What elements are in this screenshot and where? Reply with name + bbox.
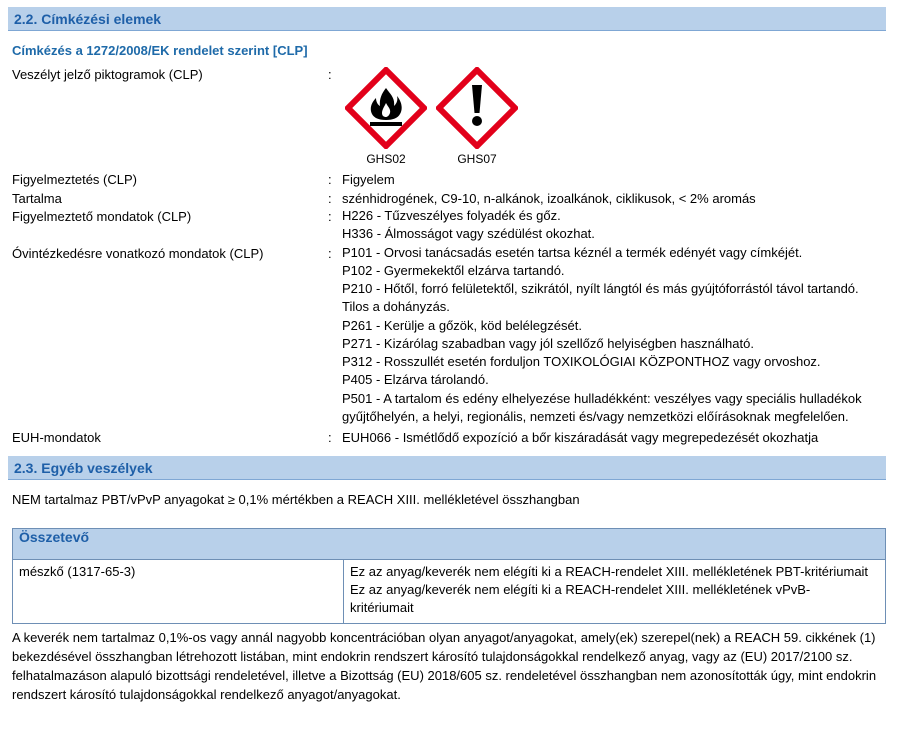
criteria-cell xyxy=(344,560,886,624)
euh-label: EUH-mondatok xyxy=(12,430,101,445)
ghs07-exclamation-icon xyxy=(436,67,518,152)
contains-value: szénhidrogének, C9-10, n-alkánok, izoalkánok, ciklikusok, < 2% aromás xyxy=(342,191,756,206)
contains-label: Tartalma xyxy=(12,191,62,206)
section-title: 2.2. Címkézési elemek xyxy=(14,11,162,27)
colon: : xyxy=(328,430,332,445)
pictograms-label: Veszélyt jelző piktogramok (CLP) xyxy=(12,67,203,82)
colon: : xyxy=(328,191,332,206)
section-header-2-3 xyxy=(8,456,886,480)
section-title: 2.3. Egyéb veszélyek xyxy=(14,460,153,476)
pbt-criteria-text: Ez az anyag/keverék nem elégíti ki a REACH-rendelet XIII. mellékletének PBT-kritériumait xyxy=(350,564,869,579)
ghs07-label: GHS07 xyxy=(457,152,497,166)
precautionary-statement: gyűjtőhelyén, a helyi, regionális, nemzeti és/vagy nemzetközi előírásoknak megfelelően. xyxy=(342,409,849,424)
hazard-statement: H226 - Tűzveszélyes folyadék és gőz. xyxy=(342,208,561,223)
composition-header: Összetevő xyxy=(13,529,886,560)
euh-value: EUH066 - Ismétlődő expozíció a bőr kiszáradását vagy megrepedezését okozhatja xyxy=(342,430,819,445)
precautionary-statement: P101 - Orvosi tanácsadás esetén tartsa kéznél a termék edényét vagy címkéjét. xyxy=(342,245,803,260)
section-header-2-2 xyxy=(8,7,886,31)
substance-cell: mészkő (1317-65-3) xyxy=(13,560,344,624)
precaution-label: Óvintézkedésre vonatkozó mondatok (CLP) xyxy=(12,246,264,261)
composition-table xyxy=(12,528,886,624)
precautionary-statement: P210 - Hőtől, forró felületektől, szikrától, nyílt lángtól és más gyújtóforrástól távol tartandó. xyxy=(342,281,859,296)
signal-word-value: Figyelem xyxy=(342,172,395,187)
colon: : xyxy=(328,209,332,224)
signal-word-label: Figyelmeztetés (CLP) xyxy=(12,172,137,187)
precautionary-statement: P102 - Gyermekektől elzárva tartandó. xyxy=(342,263,565,278)
pbt-statement: NEM tartalmaz PBT/vPvP anyagokat ≥ 0,1% mértékben a REACH XIII. mellékletével összhangban xyxy=(12,492,580,507)
colon: : xyxy=(328,246,332,261)
precautionary-statement: P271 - Kizárólag szabadban vagy jól szellőző helyiségben használható. xyxy=(342,336,754,351)
hazard-statement: H336 - Álmosságot vagy szédülést okozhat. xyxy=(342,226,595,241)
endocrine-paragraph: A keverék nem tartalmaz 0,1%-os vagy annál nagyobb koncentrációban olyan anyagot/anyagokat, amely(ek) szerepel(nek) a REACH 59. cikkének (1) bekezdésével összhangban létrehozott listában, mint endokrin rendszert károsító tulajdonságokkal rendelkező anyag, vagy az (EU) 2017/2100 sz. felhatalmazáson alapuló bizottsági rendeletével, illetve a Bizottság (EU) 2018/605 sz. rendeletével összhangban nem azonosították úgy, mint endokrin rendszert károsító tulajdonságokkal rendelkező anyagot/anyagokat. xyxy=(12,630,877,702)
vpvb-criteria-text-cont: kritériumait xyxy=(350,600,414,615)
colon: : xyxy=(328,172,332,187)
ghs02-label: GHS02 xyxy=(366,152,406,166)
precautionary-statement: P261 - Kerülje a gőzök, köd belélegzését. xyxy=(342,318,582,333)
table-row xyxy=(13,560,886,624)
precautionary-statement: Tilos a dohányzás. xyxy=(342,299,450,314)
precautionary-statement: P501 - A tartalom és edény elhelyezése hulladékként: veszélyes vagy speciális hulladékok xyxy=(342,391,862,406)
vpvb-criteria-text: Ez az anyag/keverék nem elégíti ki a REACH-rendelet XIII. mellékletének vPvB- xyxy=(350,582,811,597)
hazard-label: Figyelmeztető mondatok (CLP) xyxy=(12,209,192,224)
ghs02-flame-icon xyxy=(345,67,427,152)
precautionary-statement: P312 - Rosszullét esetén forduljon TOXIKOLÓGIAI KÖZPONTHOZ vagy orvoshoz. xyxy=(342,354,821,369)
colon: : xyxy=(328,67,332,82)
labeling-subheading: Címkézés a 1272/2008/EK rendelet szerint [CLP] xyxy=(12,43,308,58)
precautionary-statement: P405 - Elzárva tárolandó. xyxy=(342,372,489,387)
